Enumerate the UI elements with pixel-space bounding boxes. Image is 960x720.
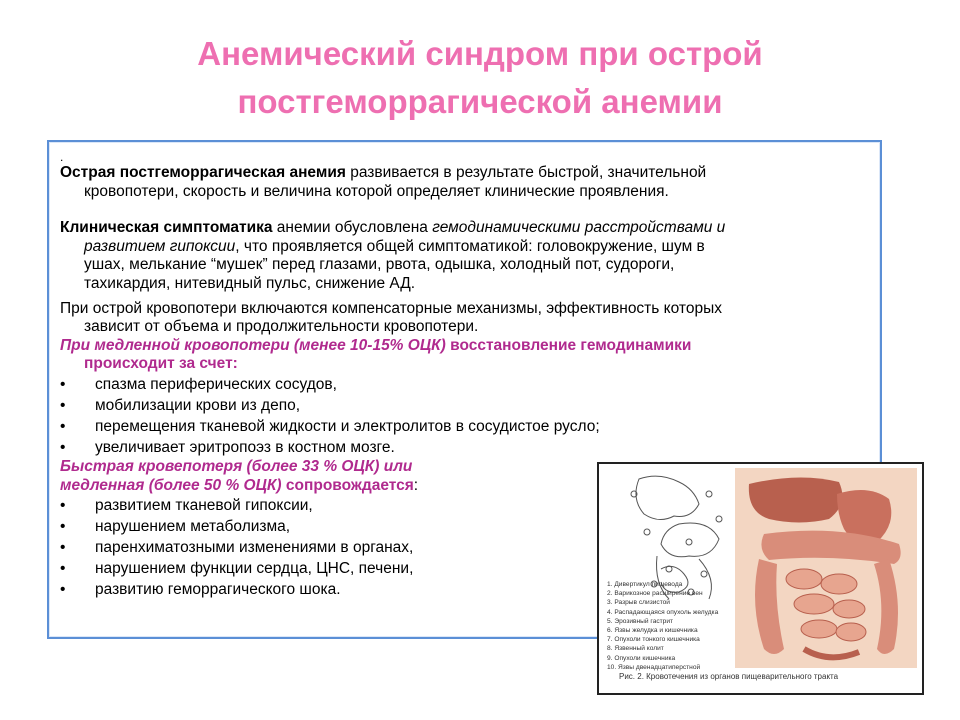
digestive-tract-figure [597, 462, 924, 695]
list-item: • увеличивает эритропоэз в костном мозге. [60, 438, 395, 456]
legend-item: 1. Дивертикул пищевода [607, 581, 683, 588]
paragraph-symptoms-line-3: ушах, мелькание “мушек” перед глазами, рвота, одышка, холодный пот, судороги, [84, 256, 675, 274]
symptoms-text-2: , что проявляется общей симптоматикой: головокружение, шум в [235, 237, 705, 255]
list-item: • развитию геморрагического шока. [60, 581, 341, 599]
paragraph-definition-line-2: кровопотери, скорость и величина которой определяет клинические проявления. [84, 182, 669, 200]
paragraph-definition-text: развивается в результате быстрой, значительной [345, 164, 707, 181]
paragraph-symptoms [60, 219, 860, 238]
legend-item: 4. Распадающаяся опухоль желудка [607, 608, 719, 616]
term-acute-anemia: Острая постгеморрагическая анемия [60, 164, 346, 181]
list-item: • мобилизации крови из депо, [60, 396, 301, 414]
liver [749, 477, 843, 522]
paragraph-fast-loss: Быстрая кровепотеря (более 33 % ОЦК) или [60, 457, 413, 475]
slide-title [0, 30, 960, 126]
paragraph-slow-loss-line-2: происходит за счет: [84, 355, 238, 373]
legend-item: 3. Разрыв слизистой [607, 599, 670, 607]
list-item: • нарушением функции сердца, ЦНС, печени, [60, 560, 414, 578]
list-item: • нарушением метаболизма, [60, 518, 291, 536]
slide-title-line-2: постгеморрагической анемии [237, 83, 723, 120]
paragraph-symptoms-line-2 [60, 238, 860, 257]
slow-loss-italic: При медленной кровопотери (менее 10-15% ОЦК) [60, 336, 446, 354]
paragraph-symptoms-line-4: тахикардия, нитевидный пульс, снижение АД. [84, 274, 416, 292]
fast-loss-colon: : [413, 476, 419, 494]
fast-loss-italic: медленная (более 50 % ОЦК) [60, 476, 282, 494]
legend-item: 9. Опухоли кишечника [607, 654, 676, 662]
paragraph-compensation: При острой кровопотери включаются компенсаторные механизмы, эффективность которых [60, 299, 722, 317]
paragraph-slow-loss [60, 337, 860, 356]
slide-title-line-1: Анемический синдром при острой [197, 35, 763, 72]
list-item: • перемещения тканевой жидкости и электролитов в сосудистое русло; [60, 417, 600, 435]
legend-item: 5. Эрозивный гастрит [607, 617, 674, 625]
paragraph-definition [60, 164, 860, 183]
legend-item: 2. Варикозное расширение вен [607, 590, 703, 598]
figure-legend [607, 580, 718, 672]
list-item: • развитием тканевой гипоксии, [60, 497, 313, 515]
legend-item: 6. Язвы желудка и кишечника [607, 627, 698, 635]
legend-item: 7. Опухоли тонкого кишечника [607, 636, 700, 644]
legend-item: 8. Язвенный колит [607, 645, 664, 653]
symptoms-italic-1: гемодинамическими расстройствами и [432, 219, 726, 237]
slow-loss-text: восстановление гемодинамики [445, 336, 692, 354]
term-clinical-symptoms: Клиническая симптоматика [60, 219, 273, 237]
compensation-list [60, 374, 860, 458]
list-item: • спазма периферических сосудов, [60, 375, 337, 393]
symptoms-text-1: анемии обусловлена [272, 219, 433, 237]
stray-dot: . [60, 150, 64, 164]
legend-item: 10. Язвы двенадцатиперстной [607, 663, 701, 671]
symptoms-italic-2: развитием гипоксии [84, 237, 236, 255]
list-item: • паренхиматозными изменениями в органах, [60, 539, 414, 557]
figure-caption: Рис. 2. Кровотечения из органов пищеварительного тракта [619, 672, 839, 681]
paragraph-compensation-line-2: зависит от объема и продолжительности кровопотери. [84, 318, 479, 336]
fast-loss-text: сопровождается [281, 476, 414, 494]
